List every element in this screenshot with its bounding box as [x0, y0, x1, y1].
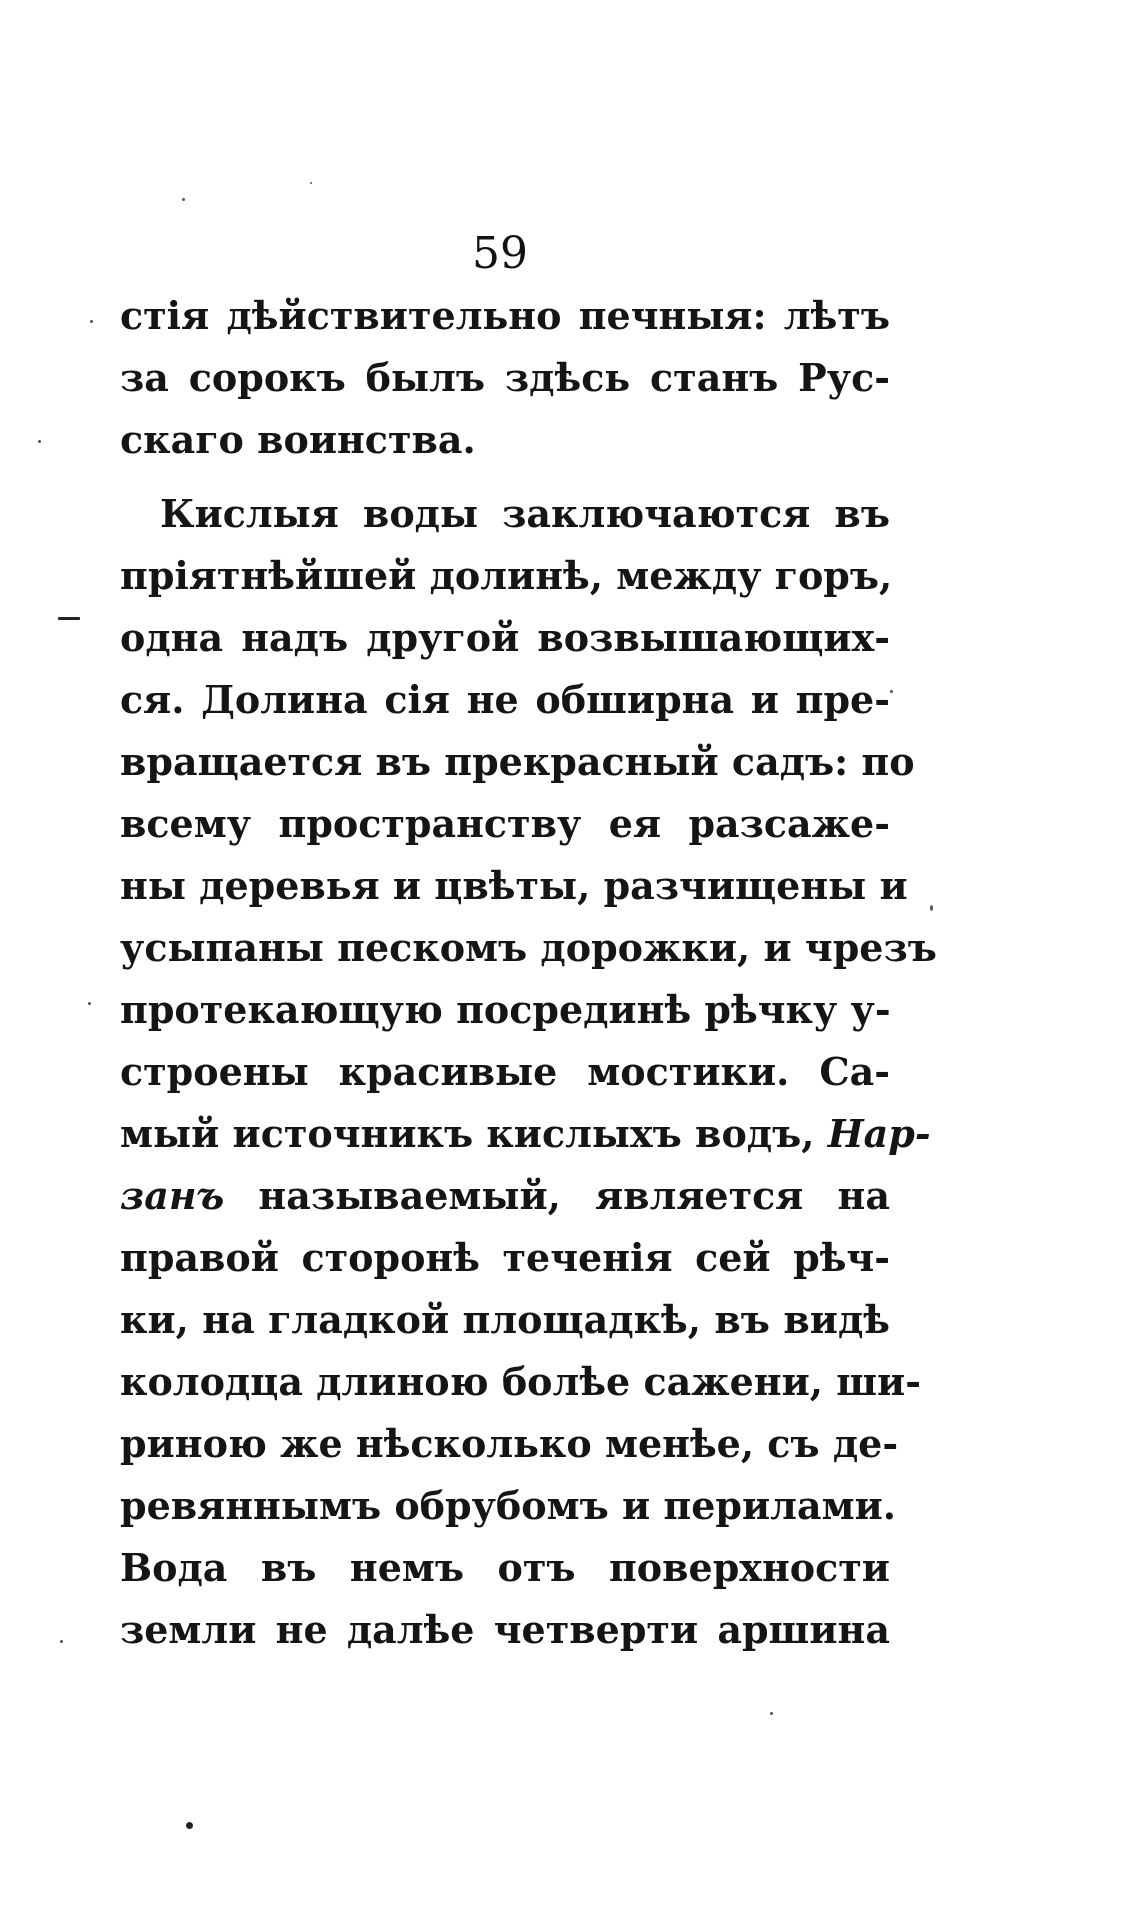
- scan-speck: [182, 198, 185, 201]
- scan-speck: [930, 905, 933, 911]
- scan-speck: [186, 1822, 193, 1829]
- body-text: [120, 285, 937, 1661]
- scan-speck: [770, 1712, 773, 1715]
- text-line: колодца длиною болѣе сажени, ши-: [120, 1359, 922, 1404]
- text-line: стія дѣйствительно печныя: лѣтъ: [120, 293, 890, 338]
- italic-place-name: Нар-: [827, 1111, 931, 1156]
- text-line: Кислыя воды заключаются въ: [160, 491, 890, 536]
- scan-speck: [60, 1640, 63, 1643]
- text-line: земли не далѣе четверти аршина: [120, 1607, 890, 1652]
- text-line: протекающую посрединѣ рѣчку у-: [120, 987, 891, 1032]
- text-line: пріятнѣйшей долинѣ, между горъ,: [120, 553, 893, 598]
- text-line: усыпаны пескомъ дорожки, и чрезъ: [120, 925, 937, 970]
- line-text-roman: называемый, является на: [224, 1173, 890, 1218]
- text-line: всему пространству ея разсаже-: [120, 801, 890, 846]
- text-line: Вода въ немъ отъ поверхности: [120, 1545, 890, 1590]
- text-line: одна надъ другой возвышающих-: [120, 615, 890, 660]
- scan-speck: [38, 440, 41, 443]
- scan-speck: [88, 1002, 91, 1005]
- paragraph-gap: [120, 471, 890, 483]
- text-line: [120, 1165, 890, 1227]
- text-line: строены красивые мостики. Са-: [120, 1049, 890, 1094]
- text-line: правой сторонѣ теченія сей рѣч-: [120, 1235, 890, 1280]
- text-line: [120, 1103, 931, 1165]
- text-line: вращается въ прекрасный садъ: по: [120, 739, 915, 784]
- line-text-roman: мый источникъ кислыхъ водъ,: [120, 1111, 828, 1156]
- scan-speck: [58, 617, 80, 620]
- scan-speck: [310, 182, 312, 184]
- italic-place-name: занъ: [120, 1173, 225, 1218]
- text-line: ся. Долина сія не обширна и пре-: [120, 677, 890, 722]
- text-line: риною же нѣсколько менѣе, съ де-: [120, 1421, 899, 1466]
- scan-speck: [890, 690, 893, 693]
- text-line: ревяннымъ обрубомъ и перилами.: [120, 1483, 896, 1528]
- text-line: ны деревья и цвѣты, разчищены и: [120, 863, 908, 908]
- text-line: за сорокъ былъ здѣсь станъ Рус-: [120, 355, 890, 400]
- text-line: ки, на гладкой площадкѣ, въ видѣ: [120, 1297, 890, 1342]
- scan-speck: [90, 320, 93, 323]
- text-line: скаго воинства.: [120, 417, 476, 462]
- page-number: 59: [472, 228, 528, 279]
